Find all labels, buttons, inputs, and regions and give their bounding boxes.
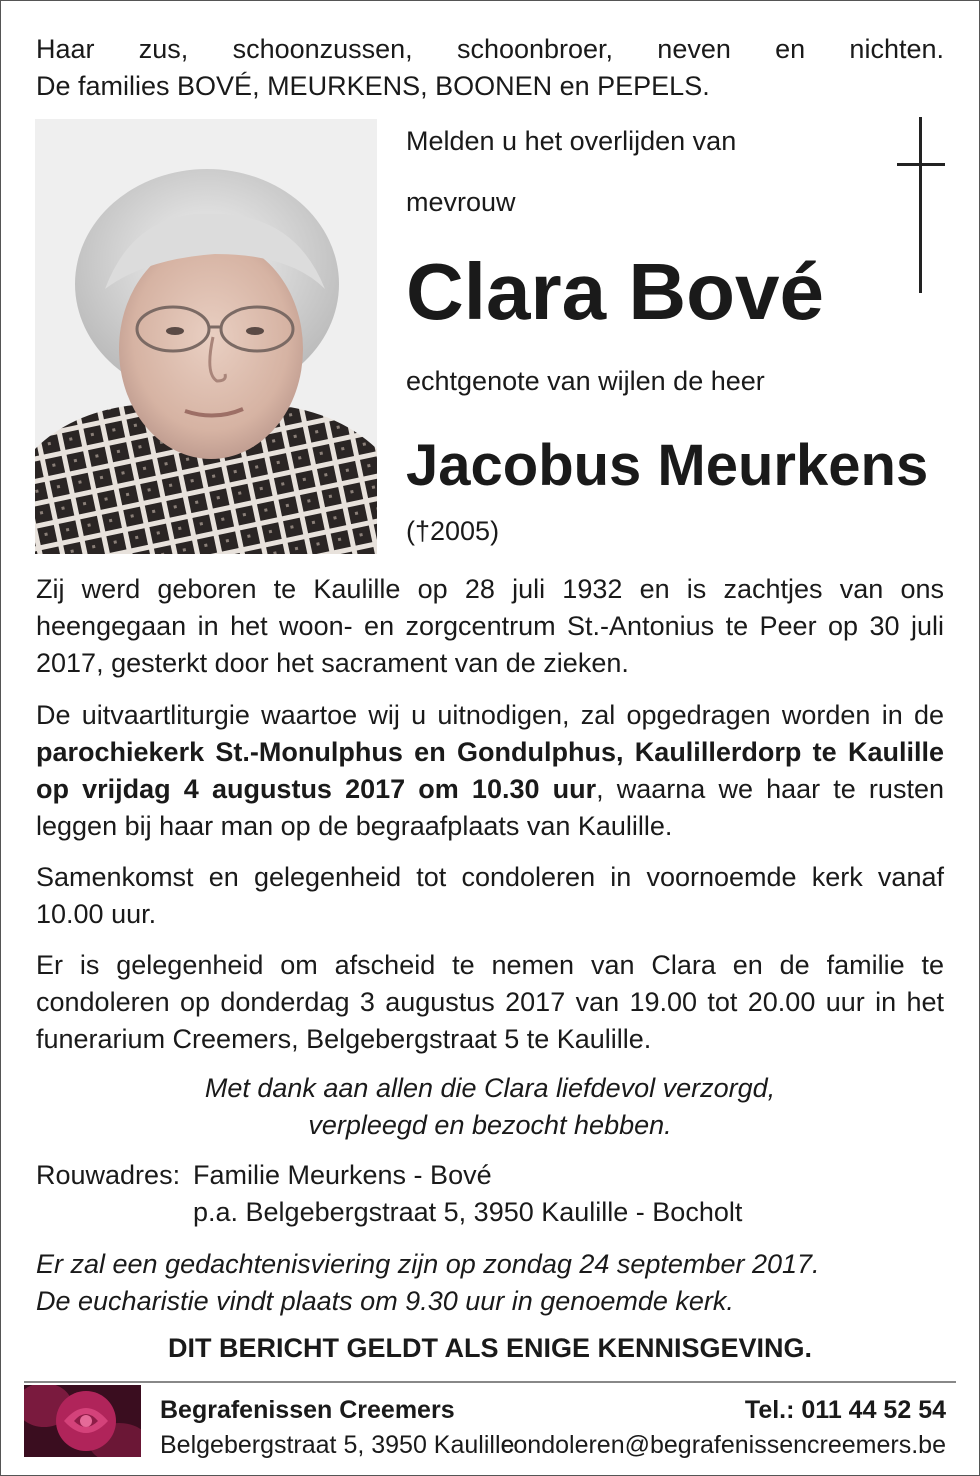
funeral-details: parochiekerk St.-Monulphus en Gondulphus, Kaulillerdorp te Kaulille op vrijdag 4 augustus 2017 om 10.30 uur xyxy=(36,737,944,804)
paragraph-farewell: Er is gelegenheid om afscheid te nemen van Clara en de familie te condoleren op donderdag 3 augustus 2017 van 19.00 tot 20.00 uur in het funerarium Creemers, Belgebergstraat 5 te Kaulille. xyxy=(36,950,944,1054)
address-label: Rouwadres: xyxy=(36,1160,181,1190)
memorial-line-1: Er zal een gedachtenisviering zijn op zondag 24 september 2017. xyxy=(36,1249,820,1279)
footer-email: condoleren@begrafenissencreemers.be xyxy=(500,1431,946,1459)
address-line-1: Familie Meurkens - Bové xyxy=(193,1160,492,1190)
thanks-line-1: Met dank aan allen die Clara liefdevol verzorgd, xyxy=(204,1073,776,1103)
announce-mevrouw: mevrouw xyxy=(406,187,516,217)
cross-icon xyxy=(919,117,922,293)
address-line-2: p.a. Belgebergstraat 5, 3950 Kaulille - Bocholt xyxy=(193,1197,743,1227)
footer-address: Belgebergstraat 5, 3950 Kaulille xyxy=(160,1431,515,1459)
announce-melden: Melden u het overlijden van xyxy=(406,126,737,156)
paragraph-funeral: De uitvaartliturgie waartoe wij u uitnodigen, zal opgedragen worden in de parochiekerk St.-Monulphus en Gondulphus, Kaulillerdorp te Kaulille op vrijdag 4 augustus 2017 om 10.30 uur, waarna we haar te rusten leggen bij haar man op de begraafplaats van Kaulille. xyxy=(36,700,944,841)
footer-divider xyxy=(24,1381,956,1383)
cross-icon-bar xyxy=(897,163,945,166)
intro-line-2: De families BOVÉ, MEURKENS, BOONEN en PEPELS. xyxy=(36,71,710,101)
deceased-name: Clara Bové xyxy=(406,247,824,336)
announce-echtgenote: echtgenote van wijlen de heer xyxy=(406,366,765,396)
rose-logo xyxy=(24,1385,141,1457)
notice-text: DIT BERICHT GELDT ALS ENIGE KENNISGEVING. xyxy=(167,1333,813,1363)
spouse-death-year: (†2005) xyxy=(406,516,500,546)
spouse-name: Jacobus Meurkens xyxy=(406,433,929,498)
footer-company: Begrafenissen Creemers xyxy=(160,1396,455,1424)
memorial-line-2: De eucharistie vindt plaats om 9.30 uur in genoemde kerk. xyxy=(36,1286,734,1316)
portrait-photo xyxy=(35,119,377,554)
intro-line-1: Haar zus, schoonzussen, schoonbroer, neven en nichten. xyxy=(36,34,944,64)
paragraph-condolence: Samenkomst en gelegenheid tot condoleren in voornoemde kerk vanaf 10.00 uur. xyxy=(36,862,944,929)
paragraph-birth: Zij werd geboren te Kaulille op 28 juli 1932 en is zachtjes van ons heengegaan in het woon- en zorgcentrum St.-Antonius te Peer op 30 juli 2017, gesterkt door het sacrament van de zieken. xyxy=(36,574,944,678)
thanks-line-2: verpleegd en bezocht hebben. xyxy=(308,1110,672,1140)
footer-phone: Tel.: 011 44 52 54 xyxy=(744,1396,946,1424)
